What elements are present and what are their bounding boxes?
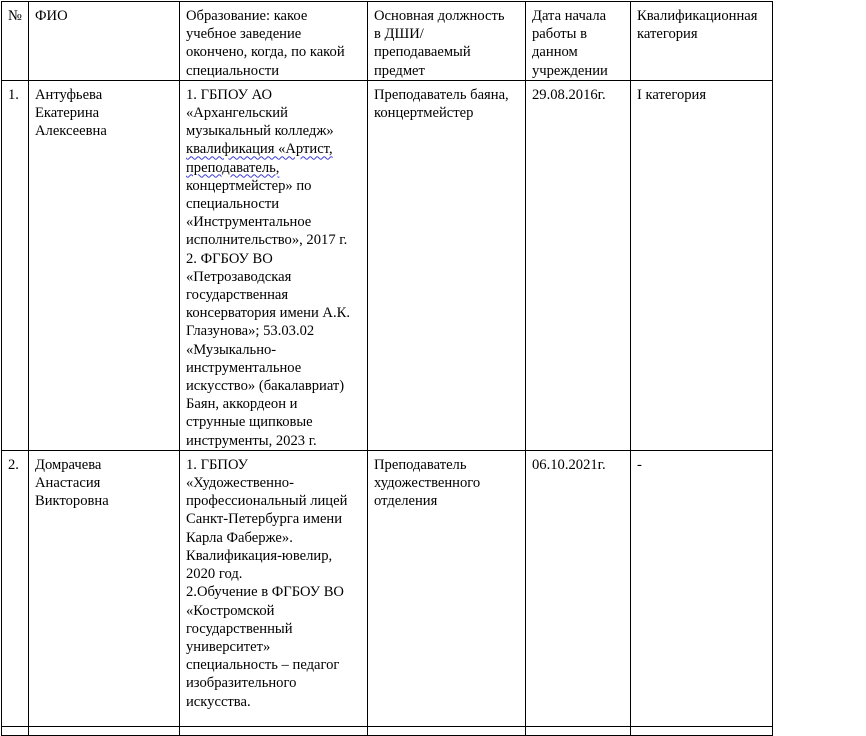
- header-fio: ФИО: [29, 2, 180, 81]
- row-fio: Домрачева Анастасия Викторовна: [29, 450, 180, 726]
- row-number: 1.: [2, 80, 29, 450]
- row-category: -: [631, 450, 773, 726]
- row-start-date: 06.10.2021г.: [526, 450, 631, 726]
- table-row: [2, 80, 773, 450]
- row-category: I категория: [631, 80, 773, 450]
- header-start-date: Дата начала работы в данном учреждении: [526, 2, 631, 81]
- row-education: 1. ГБПОУ «Художественно- профессиональный лицей Санкт-Петербурга имени Карла Фаберже». Квалификация-ювелир, 2020 год. 2.Обучение в ФГБОУ ВО «Костромской государственный университет» специальность – педагог изобразительного искусства.: [180, 450, 368, 726]
- spellcheck-underlined-line: квалификация «Артист,: [186, 141, 333, 158]
- row-position: Преподаватель художественного отделения: [368, 450, 526, 726]
- header-position: Основная должность в ДШИ/ преподаваемый предмет: [368, 2, 526, 81]
- header-category: Квалификационная категория: [631, 2, 773, 81]
- row-position: Преподаватель баяна, концертмейстер: [368, 80, 526, 450]
- row-education: 1. ГБПОУ АО «Архангельский музыкальный колледж» квалификация «Артист, преподаватель, концертмейстер» по специальности «Инструментальное исполнительство», 2017 г. 2. ФГБОУ ВО «Петрозаводская государственная консерватория имени А.К. Глазунова»; 53.03.02 «Музыкально- инструментальное искусство» (бакалавриат) Баян, аккордеон и струнные щипковые инструменты, 2023 г.: [180, 80, 368, 450]
- staff-table: [1, 1, 773, 736]
- row-start-date: 29.08.2016г.: [526, 80, 631, 450]
- header-row: [2, 2, 773, 81]
- row-number: 2.: [2, 450, 29, 726]
- header-education: Образование: какое учебное заведение окончено, когда, по какой специальности: [180, 2, 368, 81]
- table-row-cut-off: [2, 726, 773, 735]
- table-row: [2, 450, 773, 726]
- document-page: [1, 1, 773, 736]
- header-number: №: [2, 2, 29, 81]
- spellcheck-underlined-line: преподаватель,: [186, 159, 280, 176]
- row-fio: Антуфьева Екатерина Алексеевна: [29, 80, 180, 450]
